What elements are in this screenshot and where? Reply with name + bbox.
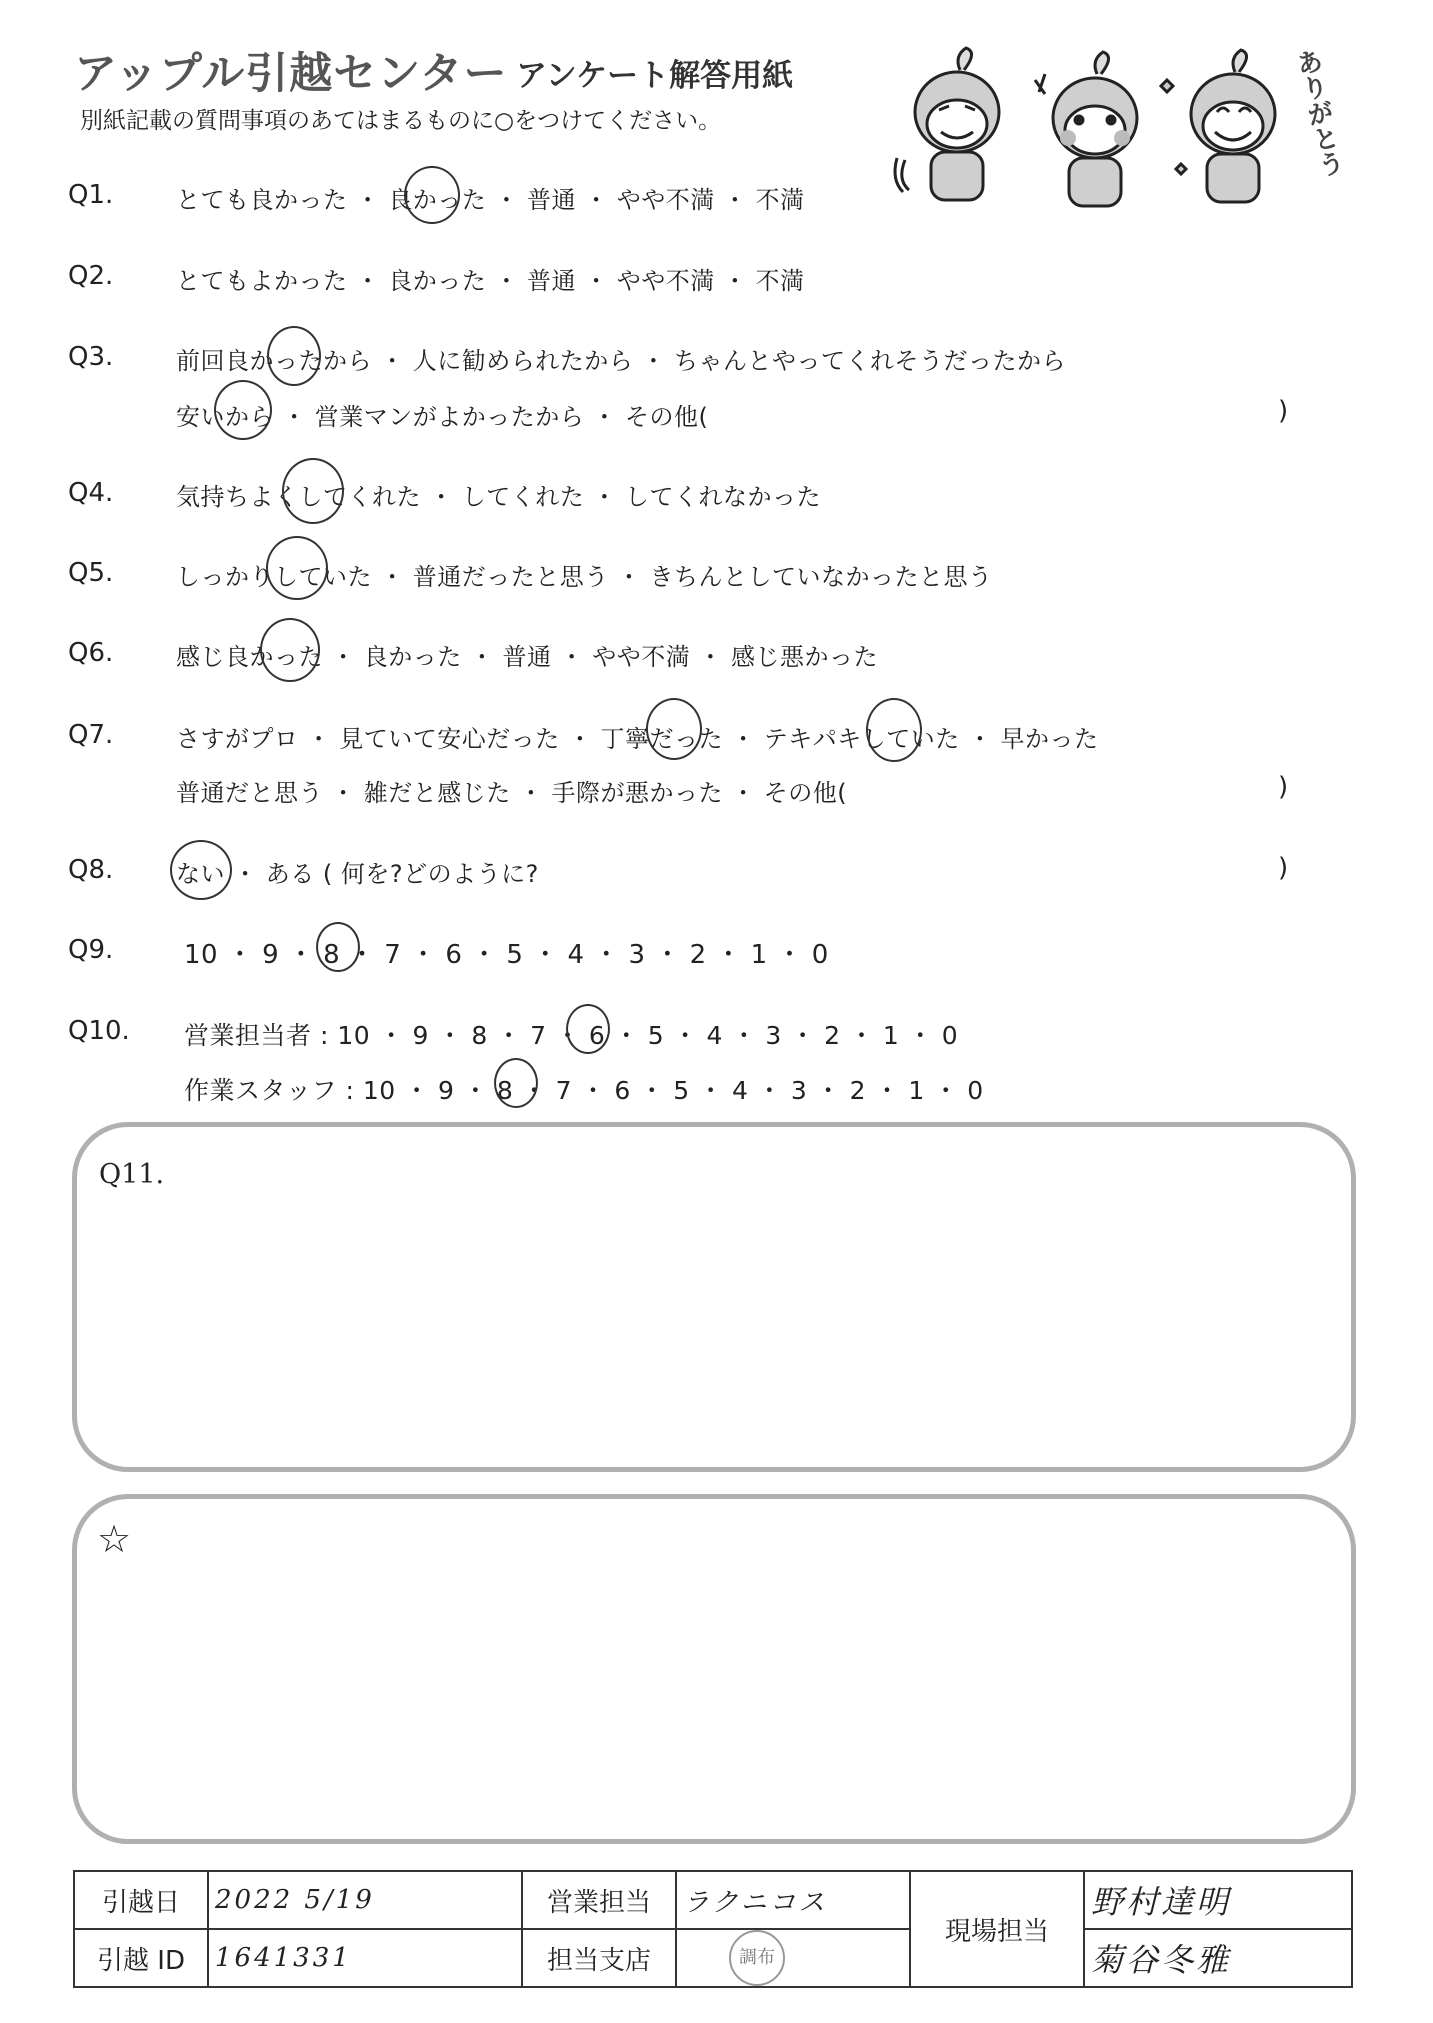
q9-scale: 10 ・ 9 ・ 8 ・ 7 ・ 6 ・ 5 ・ 4 ・ 3 ・ 2 ・ 1 ・ 0 <box>184 940 829 970</box>
q7-label: Q7. <box>68 720 114 750</box>
answer-circle-q9 <box>316 922 360 972</box>
branch-label: 担当支店 <box>522 1929 676 1987</box>
q2-options: とてもよかった ・ 良かった ・ 普通 ・ やや不満 ・ 不満 <box>176 267 805 295</box>
q8-options: ない ・ ある ( 何を?どのように? <box>176 860 539 888</box>
q6-label: Q6. <box>68 638 114 668</box>
site-staff-name-1: 野村達明 <box>1084 1871 1352 1929</box>
move-id-label: 引越 ID <box>74 1929 208 1987</box>
q11-box-label: Q11. <box>99 1159 165 1190</box>
q10-staff-scale: 作業スタッフ : 10 ・ 9 ・ 8 ・ 7 ・ 6 ・ 5 ・ 4 ・ 3 ・ 2 ・ 1 ・ 0 <box>184 1076 984 1105</box>
answer-circle-q5 <box>266 536 328 600</box>
q10-label: Q10. <box>68 1016 130 1046</box>
answer-circle-q7-b <box>866 698 922 762</box>
answer-circle-q1 <box>404 166 460 224</box>
instruction-text: 別紙記載の質問事項のあてはまるものに○をつけてください。 <box>80 108 722 134</box>
sales-rep-value: ラクニコス <box>676 1871 910 1929</box>
sales-rep-label: 営業担当 <box>522 1871 676 1929</box>
q7-options-line1: さすがプロ ・ 見ていて安心だった ・ 丁寧だった ・ テキパキしていた ・ 早かった <box>176 725 1099 753</box>
monkey-right-icon <box>1161 50 1275 202</box>
answer-circle-q10-sales <box>566 1004 610 1054</box>
q5-label: Q5. <box>68 558 114 588</box>
answer-circle-q6 <box>260 618 320 682</box>
branch-cell <box>676 1929 910 1987</box>
q7-options-line2: 普通だと思う ・ 雑だと感じた ・ 手際が悪かった ・ その他( <box>176 779 848 807</box>
q10-sales-scale: 営業担当者 : 10 ・ 9 ・ 8 ・ 7 ・ 6 ・ 5 ・ 4 ・ 3 ・ 2 ・ 1 ・ 0 <box>184 1021 959 1050</box>
form-subtitle: アンケート解答用紙 <box>516 58 794 94</box>
q1-label: Q1. <box>68 180 114 210</box>
q11-comment-box[interactable] <box>72 1122 1356 1472</box>
q3-options-line2: 安いから ・ 営業マンがよかったから ・ その他( <box>176 403 709 431</box>
answer-circle-q3-b <box>214 380 272 440</box>
site-staff-label: 現場担当 <box>910 1871 1084 1987</box>
move-info-table <box>73 1870 1353 1988</box>
q9-label: Q9. <box>68 935 114 965</box>
monkey-left-icon <box>895 48 999 200</box>
answer-circle-q3-a <box>267 326 321 386</box>
q4-label: Q4. <box>68 478 114 508</box>
q4-options: 気持ちよくしてくれた ・ してくれた ・ してくれなかった <box>176 483 822 511</box>
q3-paren-close: ) <box>1278 396 1289 426</box>
q8-label: Q8. <box>68 855 114 885</box>
thanks-text: ありがとう <box>1289 46 1347 180</box>
move-date-value: 2022 5/19 <box>208 1871 522 1929</box>
answer-circle-q7-a <box>646 698 702 760</box>
q5-options: しっかりしていた ・ 普通だったと思う ・ きちんとしていなかったと思う <box>176 563 993 591</box>
star-icon: ☆ <box>97 1517 132 1561</box>
q3-label: Q3. <box>68 342 114 372</box>
q2-label: Q2. <box>68 261 114 291</box>
q8-paren-close: ) <box>1278 853 1289 883</box>
branch-stamp: 調布 <box>729 1930 785 1986</box>
monkey-middle-icon <box>1035 52 1137 206</box>
answer-circle-q4 <box>282 458 344 524</box>
move-date-label: 引越日 <box>74 1871 208 1929</box>
answer-circle-q10-staff <box>494 1058 538 1108</box>
q6-options: 感じ良かった ・ 良かった ・ 普通 ・ やや不満 ・ 感じ悪かった <box>176 643 879 671</box>
answer-circle-q8 <box>170 840 232 900</box>
q7-paren-close: ) <box>1278 772 1289 802</box>
site-staff-name-2: 菊谷冬雅 <box>1084 1929 1352 1987</box>
star-comment-box[interactable] <box>72 1494 1356 1844</box>
move-id-value: 1641331 <box>208 1929 522 1987</box>
brand-title: アップル引越センター <box>74 49 508 99</box>
q3-options-line1: 前回良かったから ・ 人に勧められたから ・ ちゃんとやってくれそうだったから <box>176 347 1067 375</box>
monkey-mascots-illustration <box>885 40 1315 220</box>
q1-options: とても良かった ・ 良かった ・ 普通 ・ やや不満 ・ 不満 <box>176 186 805 214</box>
